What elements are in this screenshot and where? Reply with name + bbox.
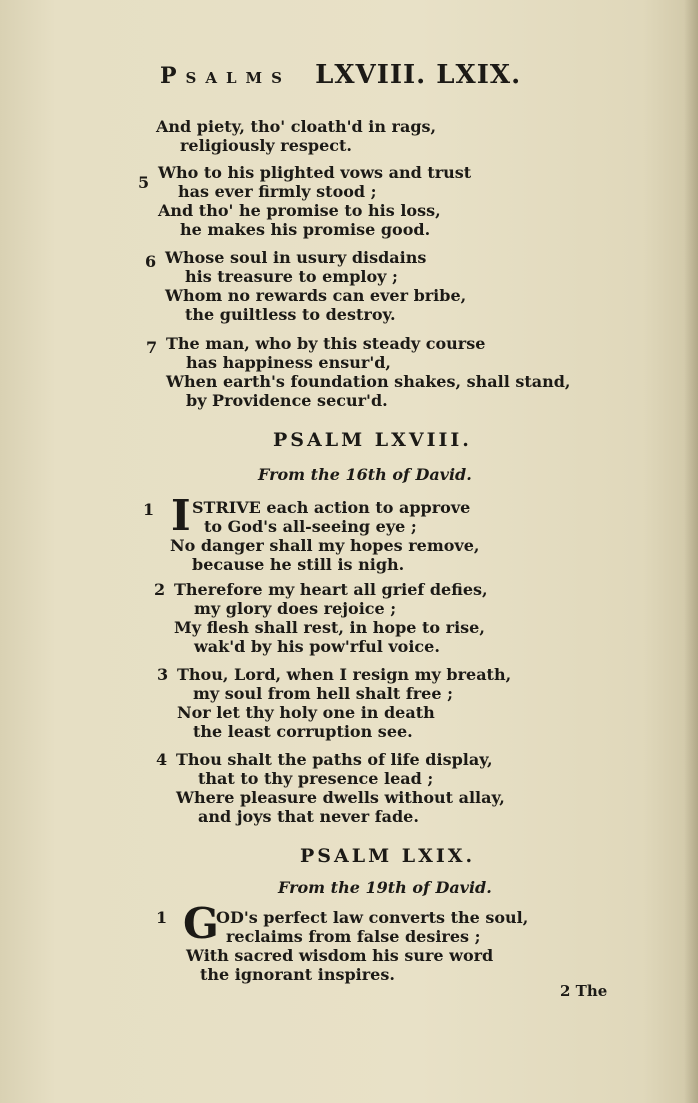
running-head-left: Psalms: [160, 63, 291, 89]
verse-number: 4: [156, 750, 168, 769]
verse-number: 7: [146, 338, 158, 357]
stanza-continued: [156, 117, 436, 155]
verse-line: because he still is nigh.: [192, 555, 405, 574]
drop-cap: I: [171, 491, 191, 540]
psalm-subtitle: From the 19th of David.: [278, 878, 492, 897]
verse-line: With sacred wisdom his sure word: [186, 946, 494, 965]
verse-line: my glory does rejoice ;: [194, 599, 397, 618]
stanza-6: [145, 248, 467, 324]
psalm-subtitle: From the 16th of David.: [258, 465, 472, 484]
verse-line: reclaims from false desires ;: [226, 927, 481, 946]
page-edge-shadow: [684, 0, 698, 1103]
verse-line: he makes his promise good.: [180, 220, 431, 239]
verse-line: the least corruption see.: [193, 722, 413, 741]
verse-line: has happiness ensur'd,: [186, 353, 391, 372]
verse-line: Thou, Lord, when I resign my breath,: [177, 665, 512, 684]
verse-number: 1: [143, 500, 155, 519]
verse-line: The man, who by this steady course: [166, 334, 486, 353]
verse-line: Whom no rewards can ever bribe,: [165, 286, 467, 305]
verse-line: When earth's foundation shakes, shall stand,: [166, 372, 571, 391]
verse-line: my soul from hell shalt free ;: [193, 684, 453, 703]
verse-line: Nor let thy holy one in death: [177, 703, 435, 722]
drop-cap: G: [183, 899, 219, 948]
psalm-title: PSALM LXIX.: [300, 845, 476, 867]
verse-line: the guiltless to destroy.: [185, 305, 396, 324]
verse-line: And tho' he promise to his loss,: [158, 201, 441, 220]
verse-number: 3: [157, 665, 169, 684]
verse-line: STRIVE each action to approve: [192, 498, 471, 517]
verse-number: 1: [156, 908, 168, 927]
stanza-4: [156, 750, 505, 826]
verse-line: has ever firmly stood ;: [178, 182, 377, 201]
verse-line: to God's all-seeing eye ;: [204, 517, 417, 536]
verse-line: Thou shalt the paths of life display,: [176, 750, 493, 769]
verse-line: Who to his plighted vows and trust: [158, 163, 472, 182]
verse-number: 2: [154, 580, 166, 599]
verse-line: My flesh shall rest, in hope to rise,: [174, 618, 485, 637]
verse-line: religiously respect.: [180, 136, 352, 155]
verse-line: his treasure to employ ;: [185, 267, 398, 286]
verse-line: Where pleasure dwells without allay,: [176, 788, 505, 807]
stanza-7: [146, 334, 571, 410]
verse-line: Therefore my heart all grief defies,: [174, 580, 488, 599]
verse-line: OD's perfect law converts the soul,: [216, 908, 529, 927]
verse-line: the ignorant inspires.: [200, 965, 395, 984]
stanza-3: [157, 665, 512, 741]
verse-line: that to thy presence lead ;: [198, 769, 434, 788]
verse-number: 6: [145, 252, 157, 271]
stanza-5: [138, 163, 472, 239]
verse-line: by Providence secur'd.: [186, 391, 388, 410]
verse-line: Whose soul in usury disdains: [165, 248, 427, 267]
stanza-1: [143, 498, 480, 574]
running-head: [160, 60, 521, 90]
verse-line: wak'd by his pow'rful voice.: [194, 637, 440, 656]
verse-line: And piety, tho' cloath'd in rags,: [156, 117, 437, 136]
verse-number: 5: [138, 173, 150, 192]
stanza-2: [154, 580, 488, 656]
verse-line: No danger shall my hopes remove,: [170, 536, 480, 555]
running-head-right: LXVIII. LXIX.: [315, 60, 522, 90]
stanza-1: [156, 908, 529, 984]
catchword: 2 The: [560, 982, 608, 1000]
psalm-title: PSALM LXVIII.: [273, 429, 472, 451]
verse-line: and joys that never fade.: [198, 807, 419, 826]
